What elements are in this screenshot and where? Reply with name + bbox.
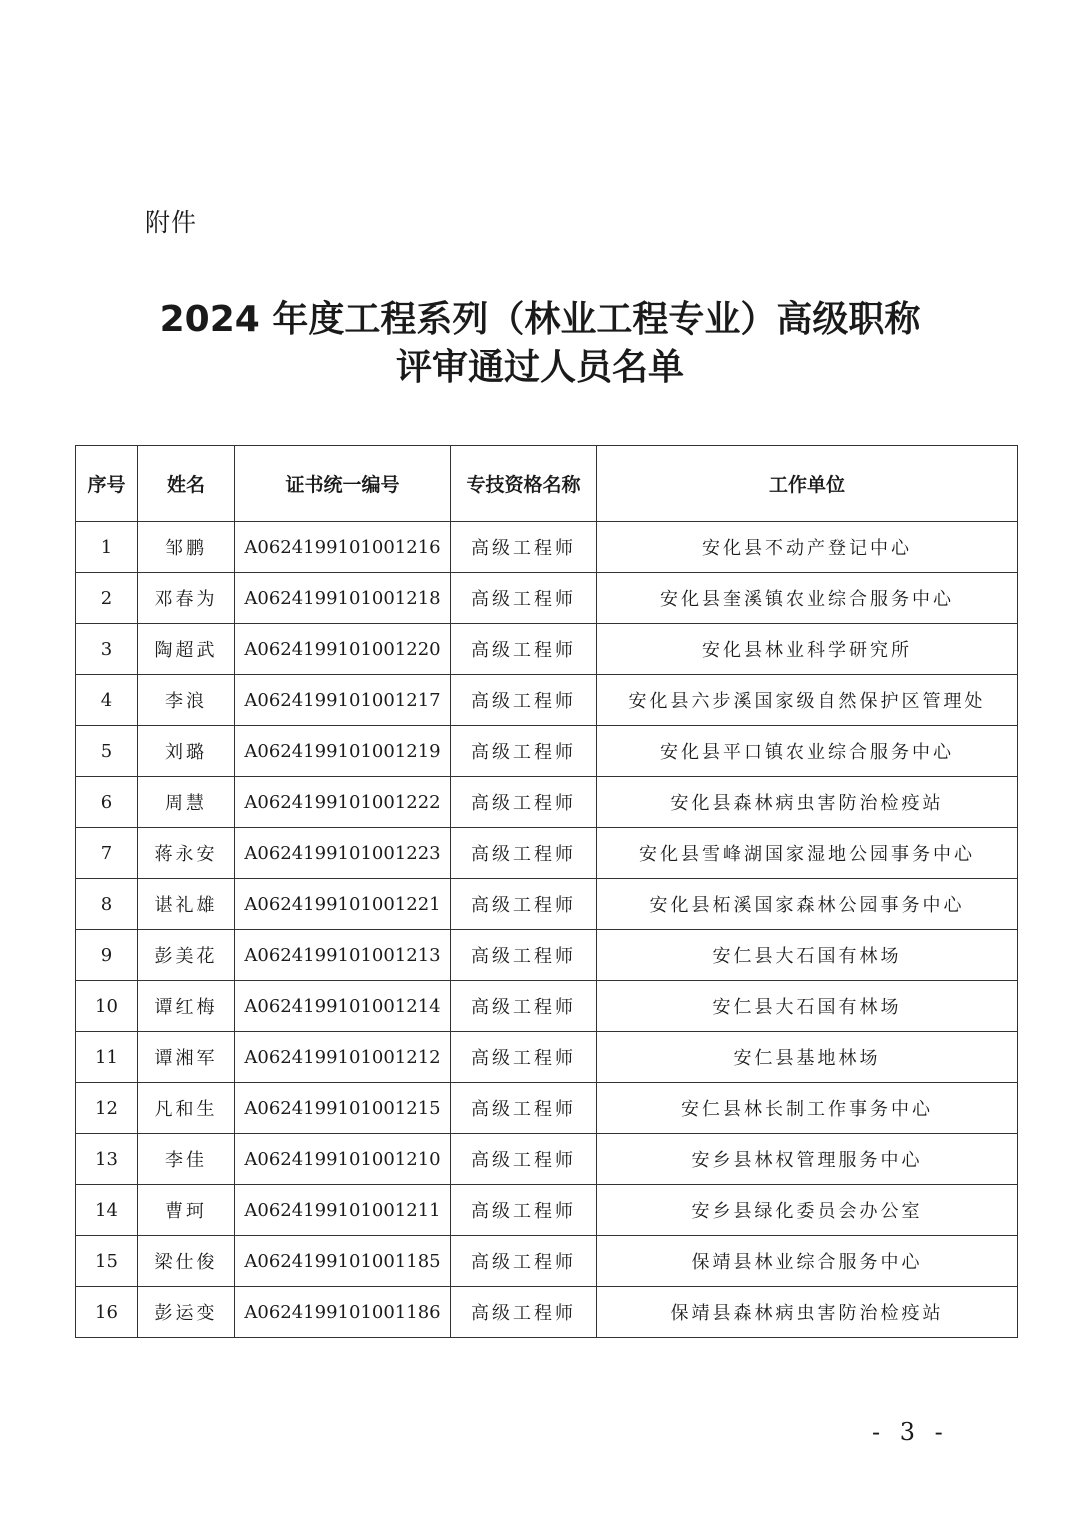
table-row [76,1236,1018,1287]
table-row [76,624,1018,675]
person-name: 刘璐 [138,726,235,777]
column-header-qualification: 专技资格名称 [451,446,597,522]
row-index: 14 [76,1185,138,1236]
qualification-name: 高级工程师 [451,828,597,879]
qualification-name: 高级工程师 [451,522,597,573]
work-unit: 安化县奎溪镇农业综合服务中心 [597,573,1018,624]
row-index: 6 [76,777,138,828]
qualification-name: 高级工程师 [451,624,597,675]
certificate-number: A0624199101001220 [235,624,451,675]
person-name: 李浪 [138,675,235,726]
qualification-name: 高级工程师 [451,1287,597,1338]
row-index: 9 [76,930,138,981]
qualification-name: 高级工程师 [451,1185,597,1236]
certificate-number: A0624199101001222 [235,777,451,828]
work-unit: 安化县不动产登记中心 [597,522,1018,573]
certificate-number: A0624199101001210 [235,1134,451,1185]
person-name: 梁仕俊 [138,1236,235,1287]
column-header-index: 序号 [76,446,138,522]
row-index: 11 [76,1032,138,1083]
work-unit: 安化县雪峰湖国家湿地公园事务中心 [597,828,1018,879]
qualification-name: 高级工程师 [451,1032,597,1083]
certificate-number: A0624199101001185 [235,1236,451,1287]
column-header-certificate: 证书统一编号 [235,446,451,522]
qualification-name: 高级工程师 [451,981,597,1032]
roster-table [75,445,1018,1338]
work-unit: 安化县六步溪国家级自然保护区管理处 [597,675,1018,726]
table-row [76,1083,1018,1134]
person-name: 李佳 [138,1134,235,1185]
person-name: 曹珂 [138,1185,235,1236]
certificate-number: A0624199101001223 [235,828,451,879]
row-index: 2 [76,573,138,624]
table-row [76,981,1018,1032]
certificate-number: A0624199101001218 [235,573,451,624]
attachment-label: 附件 [145,208,198,237]
person-name: 蒋永安 [138,828,235,879]
person-name: 彭美花 [138,930,235,981]
work-unit: 安仁县大石国有林场 [597,930,1018,981]
table-row [76,726,1018,777]
person-name: 谭湘军 [138,1032,235,1083]
certificate-number: A0624199101001214 [235,981,451,1032]
certificate-number: A0624199101001186 [235,1287,451,1338]
person-name: 邹鹏 [138,522,235,573]
document-title-line-1: 2024 年度工程系列（林业工程专业）高级职称 [159,299,921,340]
work-unit: 保靖县林业综合服务中心 [597,1236,1018,1287]
certificate-number: A0624199101001216 [235,522,451,573]
person-name: 凡和生 [138,1083,235,1134]
table-row [76,930,1018,981]
table-row [76,828,1018,879]
row-index: 13 [76,1134,138,1185]
certificate-number: A0624199101001215 [235,1083,451,1134]
document-title-line-2: 评审通过人员名单 [395,347,684,388]
row-index: 7 [76,828,138,879]
table-row [76,573,1018,624]
certificate-number: A0624199101001217 [235,675,451,726]
work-unit: 保靖县森林病虫害防治检疫站 [597,1287,1018,1338]
table-row [76,1287,1018,1338]
certificate-number: A0624199101001213 [235,930,451,981]
qualification-name: 高级工程师 [451,1083,597,1134]
table-row [76,777,1018,828]
table-row [76,1134,1018,1185]
page-number: - 3 - [872,1418,949,1446]
person-name: 谭红梅 [138,981,235,1032]
work-unit: 安仁县基地林场 [597,1032,1018,1083]
work-unit: 安化县森林病虫害防治检疫站 [597,777,1018,828]
qualification-name: 高级工程师 [451,879,597,930]
work-unit: 安化县平口镇农业综合服务中心 [597,726,1018,777]
column-header-name: 姓名 [138,446,235,522]
work-unit: 安仁县林长制工作事务中心 [597,1083,1018,1134]
certificate-number: A0624199101001221 [235,879,451,930]
table-row [76,879,1018,930]
qualification-name: 高级工程师 [451,930,597,981]
certificate-number: A0624199101001211 [235,1185,451,1236]
row-index: 10 [76,981,138,1032]
row-index: 8 [76,879,138,930]
row-index: 1 [76,522,138,573]
table-row [76,1032,1018,1083]
row-index: 5 [76,726,138,777]
table-row [76,1185,1018,1236]
qualification-name: 高级工程师 [451,573,597,624]
qualification-name: 高级工程师 [451,1236,597,1287]
person-name: 周慧 [138,777,235,828]
table-row [76,675,1018,726]
table-header-row [76,446,1018,522]
work-unit: 安化县林业科学研究所 [597,624,1018,675]
person-name: 谌礼雄 [138,879,235,930]
person-name: 彭运变 [138,1287,235,1338]
qualification-name: 高级工程师 [451,1134,597,1185]
work-unit: 安乡县绿化委员会办公室 [597,1185,1018,1236]
row-index: 12 [76,1083,138,1134]
work-unit: 安乡县林权管理服务中心 [597,1134,1018,1185]
qualification-name: 高级工程师 [451,777,597,828]
roster-table-body [76,522,1018,1338]
qualification-name: 高级工程师 [451,726,597,777]
row-index: 4 [76,675,138,726]
work-unit: 安化县柘溪国家森林公园事务中心 [597,879,1018,930]
work-unit: 安仁县大石国有林场 [597,981,1018,1032]
certificate-number: A0624199101001212 [235,1032,451,1083]
certificate-number: A0624199101001219 [235,726,451,777]
row-index: 15 [76,1236,138,1287]
person-name: 邓春为 [138,573,235,624]
person-name: 陶超武 [138,624,235,675]
column-header-work-unit: 工作单位 [597,446,1018,522]
row-index: 16 [76,1287,138,1338]
table-row [76,522,1018,573]
qualification-name: 高级工程师 [451,675,597,726]
row-index: 3 [76,624,138,675]
